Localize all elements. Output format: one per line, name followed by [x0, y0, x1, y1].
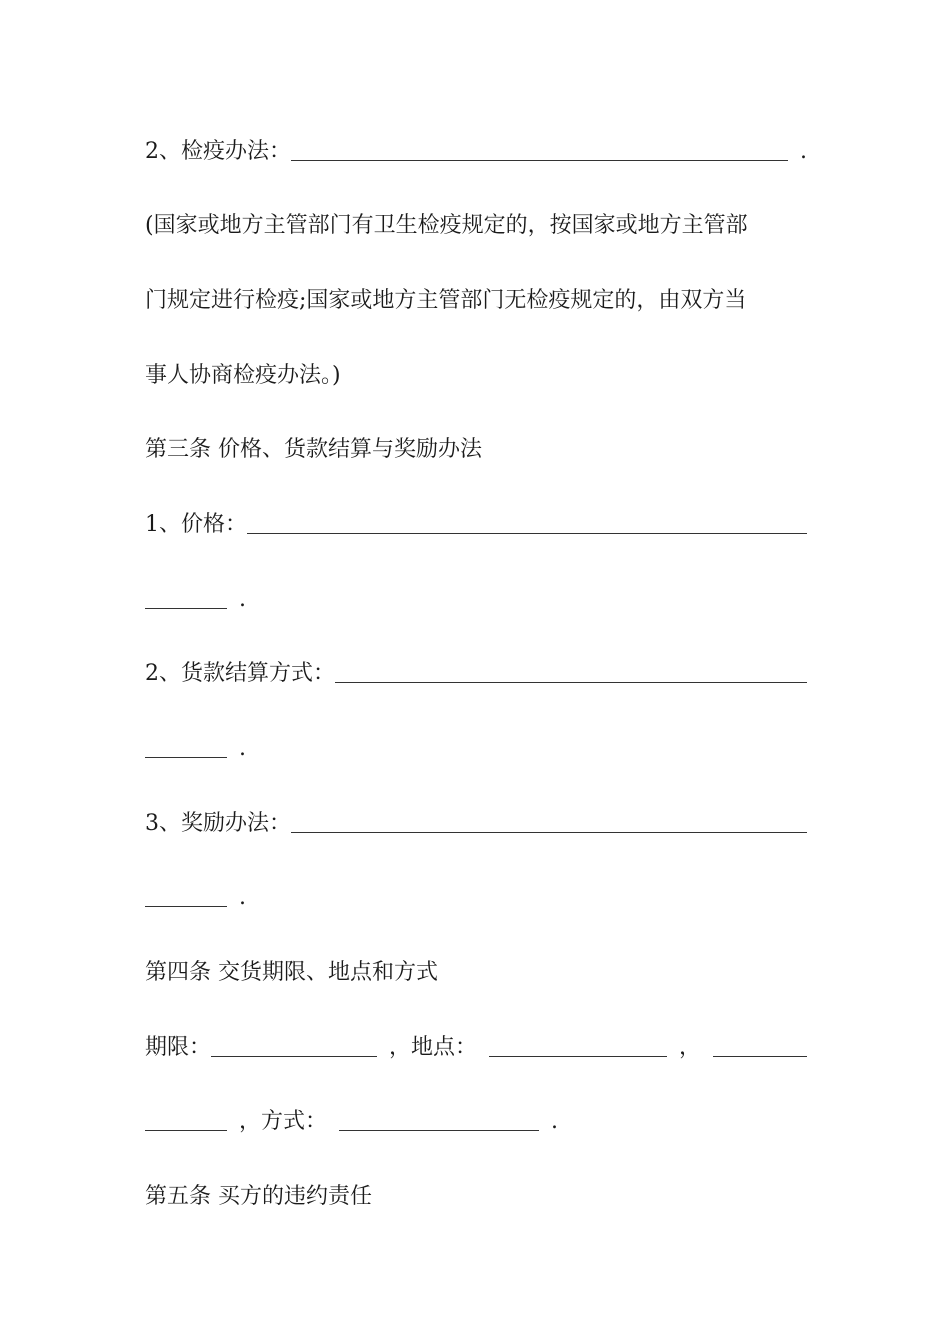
inspection-method-end: . — [800, 139, 807, 164]
inspection-method-blank[interactable] — [291, 140, 788, 161]
reward-method-label: 3、奖励办法： — [145, 811, 291, 836]
payment-continuation-line — [145, 734, 807, 764]
inspection-method-line — [145, 137, 807, 167]
article-3-title: 第三条 价格、货款结算与奖励办法 — [145, 437, 482, 462]
inspection-note-line-3 — [145, 361, 807, 391]
price-line — [145, 510, 807, 540]
payment-method-line — [145, 659, 807, 689]
reward-continuation-line — [145, 883, 807, 913]
reward-end: . — [239, 885, 246, 910]
inspection-note-text-3: 事人协商检疫办法。) — [145, 363, 341, 388]
reward-method-blank[interactable] — [291, 812, 807, 833]
reward-method-line — [145, 809, 807, 839]
price-continuation-line — [145, 585, 807, 615]
inspection-note-line-2 — [145, 286, 807, 316]
term-label: 期限： — [145, 1035, 212, 1060]
inspection-note-text-2: 门规定进行检疫;国家或地方主管部门无检疫规定的，由双方当 — [145, 288, 747, 313]
delivery-term-place-line — [145, 1033, 807, 1063]
place-comma: ， — [679, 1035, 702, 1060]
article-4-heading — [145, 958, 807, 988]
delivery-method-line — [145, 1107, 807, 1137]
price-blank-continued[interactable] — [145, 588, 227, 609]
term-blank[interactable] — [211, 1036, 377, 1057]
place-label: ，地点： — [389, 1035, 478, 1060]
inspection-note-text-1: (国家或地方主管部门有卫生检疫规定的，按国家或地方主管部 — [145, 213, 748, 238]
payment-method-label: 2、货款结算方式： — [145, 661, 335, 686]
payment-end: . — [239, 736, 246, 761]
payment-blank-continued[interactable] — [145, 737, 227, 758]
method-label: ，方式： — [239, 1109, 328, 1134]
payment-method-blank[interactable] — [335, 662, 807, 683]
place-blank[interactable] — [489, 1036, 667, 1057]
article-3-heading — [145, 435, 807, 465]
inspection-note-line-1 — [145, 211, 807, 241]
article-5-heading — [145, 1182, 807, 1212]
article-5-title: 第五条 买方的违约责任 — [145, 1184, 372, 1209]
price-label: 1、价格： — [145, 512, 247, 537]
inspection-method-label: 2、检疫办法： — [145, 139, 291, 164]
article-4-title: 第四条 交货期限、地点和方式 — [145, 960, 438, 985]
price-end: . — [239, 587, 246, 612]
place-blank-extra[interactable] — [713, 1036, 807, 1057]
price-blank[interactable] — [247, 513, 807, 534]
method-end: . — [551, 1109, 559, 1134]
method-blank[interactable] — [339, 1110, 539, 1131]
place-blank-continued[interactable] — [145, 1110, 227, 1131]
reward-blank-continued[interactable] — [145, 886, 227, 907]
